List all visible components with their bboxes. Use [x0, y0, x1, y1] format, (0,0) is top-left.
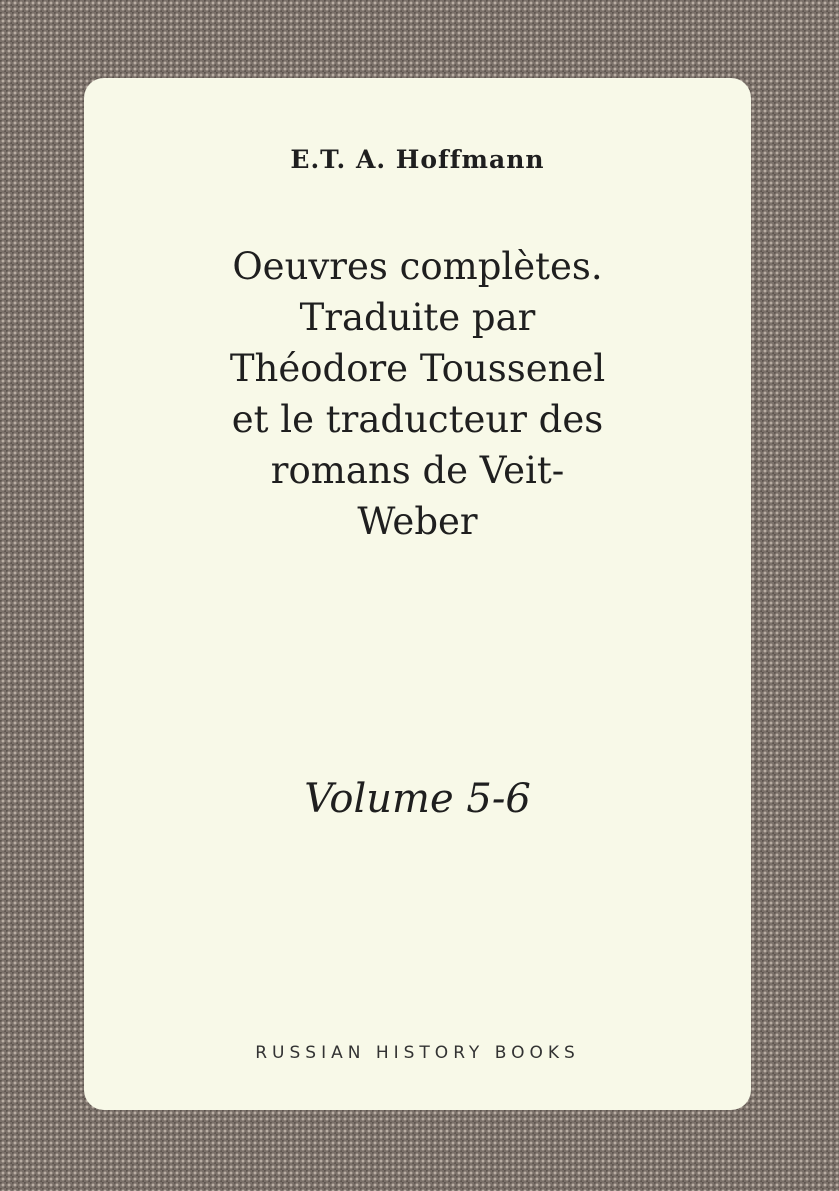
book-title — [104, 241, 731, 547]
cover-panel — [84, 78, 751, 1110]
publisher-name: RUSSIAN HISTORY BOOKS — [255, 1043, 580, 1063]
title-line-5: romans de Veit- — [270, 449, 565, 492]
title-line-6: Weber — [357, 500, 478, 543]
author-name: E.T. A. Hoffmann — [290, 145, 545, 174]
title-line-3: Théodore Toussenel — [229, 347, 606, 390]
title-line-2: Traduite par — [299, 296, 536, 339]
title-line-4: et le traducteur des — [231, 398, 604, 441]
title-line-1: Oeuvres complètes. — [232, 245, 603, 288]
volume-label: Volume 5-6 — [304, 776, 531, 822]
